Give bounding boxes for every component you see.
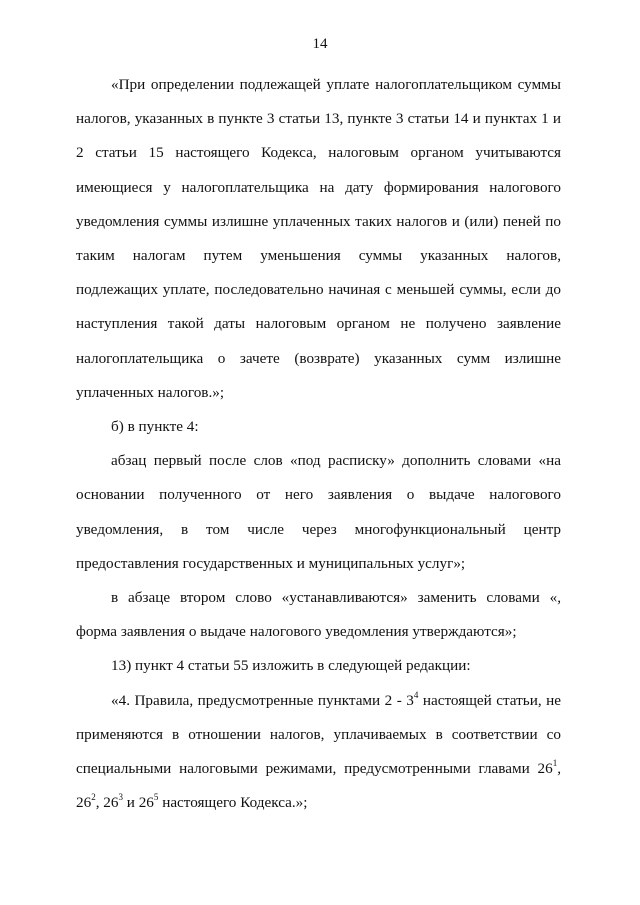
superscript: 2 bbox=[91, 792, 96, 803]
text-fragment: «4. Правила, предусмотренные пунктами 2 - 3 bbox=[111, 691, 414, 709]
text-fragment: настоящего Кодекса.»; bbox=[158, 794, 308, 812]
superscript: 5 bbox=[153, 792, 159, 803]
text-fragment: , 26 bbox=[95, 794, 119, 812]
paragraph-tax-calculation-rule: «При определении подлежащей уплате налогоплательщиком суммы налогов, указанных в пункте 3 статьи 13, пункте 3 статьи 14 и пунктах 1 и 2 статьи 15 настоящего Кодекса, налоговым органом учитываются имеющиеся у налогоплательщика на дату формирования налогового уведомления суммы излишне уплаченных таких налогов и (или) пеней по таким налогам путем уменьшения суммы указанных налогов, подлежащих уплате, последовательно начиная с меньшей суммы, если до наступления такой даты налоговым органом не получено заявление налогоплательщика о зачете (возврате) указанных сумм излишне уплаченных налогов.»; bbox=[76, 76, 561, 401]
document-body bbox=[76, 68, 561, 820]
superscript: 1 bbox=[552, 758, 558, 768]
paragraph-subitem-b: б) в пункте 4: bbox=[111, 418, 199, 436]
paragraph-article-55-new-text bbox=[76, 684, 561, 821]
superscript: 4 bbox=[413, 689, 419, 700]
paragraph-first-abzac-amendment: абзац первый после слов «под расписку» дополнить словами «на основании полученного от него заявления о выдаче налогового уведомления, в том числе через многофункциональный центр предоставления государственных и муниципальных услуг»; bbox=[76, 452, 561, 572]
page-number: 14 bbox=[312, 36, 328, 52]
paragraph-item-13: 13) пункт 4 статьи 55 изложить в следующей редакции: bbox=[111, 657, 471, 675]
superscript: 3 bbox=[118, 792, 123, 803]
text-fragment: настоящей статьи, не применяются в отношении налогов, уплачиваемых в соответствии со специальными налоговыми режимами, предусмотренными главами 26 bbox=[76, 691, 561, 778]
text-fragment: и 26 bbox=[122, 794, 154, 812]
paragraph-second-abzac-amendment: в абзаце втором слово «устанавливаются» заменить словами «, форма заявления о выдаче налогового уведомления утверждаются»; bbox=[76, 589, 561, 641]
text-fragment: , 26 bbox=[76, 760, 561, 812]
